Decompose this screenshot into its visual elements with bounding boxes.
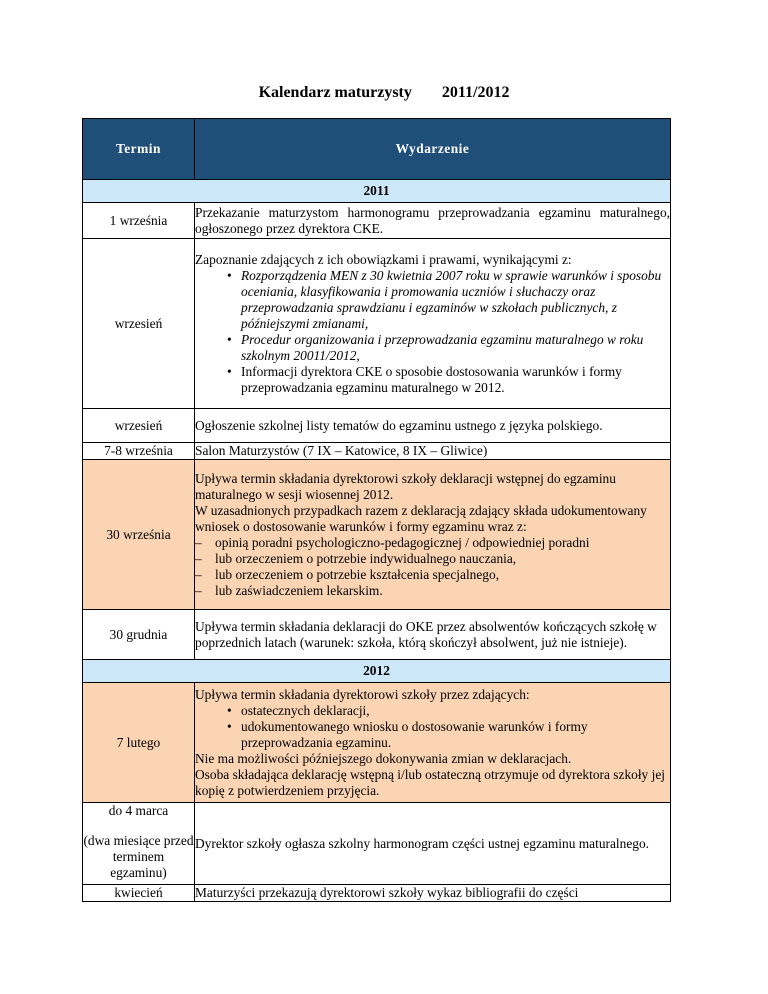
- table-row: [83, 683, 671, 803]
- bullet-list: [195, 703, 670, 751]
- year-label: 2012: [83, 660, 671, 683]
- term-cell: 30 grudnia: [83, 610, 195, 660]
- event-cell: [195, 239, 671, 409]
- event-line: Nie ma możliwości późniejszego dokonywania zmian w deklaracjach.: [195, 750, 572, 766]
- event-line: Osoba składająca deklarację wstępną i/lub ostateczną otrzymuje od dyrektora szkoły jej kopię z potwierdzeniem przyjęcia.: [195, 766, 665, 798]
- term-date: do 4 marca: [108, 803, 169, 818]
- term-cell: [83, 803, 195, 885]
- header-wydarzenie: Wydarzenie: [195, 119, 671, 180]
- table-row: [83, 239, 671, 409]
- header-termin: Termin: [83, 119, 195, 180]
- table-header-row: [83, 119, 671, 180]
- event-line: W uzasadnionych przypadkach razem z deklaracją zdający składa udokumentowany wniosek o dostosowanie warunków i formy egzaminu wraz z:: [195, 502, 647, 534]
- title-text: Kalendarz maturzysty: [258, 84, 412, 101]
- event-cell: Ogłoszenie szkolnej listy tematów do egzaminu ustnego z języka polskiego.: [195, 409, 671, 443]
- term-cell: wrzesień: [83, 409, 195, 443]
- list-item: – lub zaświadczeniem lekarskim.: [215, 583, 670, 599]
- list-item: [241, 268, 670, 332]
- term-cell: 7-8 września: [83, 443, 195, 460]
- event-line: Upływa termin składania dyrektorowi szkoły deklaracji wstępnej do egzaminu maturalnego w sesji wiosennej 2012.: [195, 470, 616, 502]
- term-cell: 7 lutego: [83, 683, 195, 803]
- term-cell: wrzesień: [83, 239, 195, 409]
- term-cell: kwiecień: [83, 885, 195, 902]
- dash-list: [195, 535, 670, 599]
- term-cell: 30 września: [83, 460, 195, 610]
- event-cell: Salon Maturzystów (7 IX – Katowice, 8 IX – Gliwice): [195, 443, 671, 460]
- term-cell: 1 września: [83, 203, 195, 239]
- table-row: [83, 610, 671, 660]
- list-item: [241, 332, 670, 364]
- list-item: – opinią poradni psychologiczno-pedagogicznej / odpowiedniej poradni: [215, 535, 670, 551]
- table-row: [83, 409, 671, 443]
- term-note: (dwa miesiące przed terminem egzaminu): [83, 833, 194, 880]
- year-row-2012: [83, 660, 671, 683]
- event-cell: [195, 683, 671, 803]
- event-intro: Zapoznanie zdających z ich obowiązkami i prawami, wynikającymi z:: [195, 251, 572, 267]
- document-title: [0, 84, 768, 102]
- event-cell: Maturzyści przekazują dyrektorowi szkoły wykaz bibliografii do części: [195, 885, 671, 902]
- event-intro: Upływa termin składania dyrektorowi szkoły przez zdających:: [195, 686, 530, 702]
- list-item: – lub orzeczeniem o potrzebie kształcenia specjalnego,: [215, 567, 670, 583]
- event-cell: [195, 460, 671, 610]
- title-years: 2011/2012: [441, 84, 510, 101]
- event-cell: Upływa termin składania deklaracji do OKE przez absolwentów kończących szkołę w poprzednich latach (warunek: szkoła, którą skończył absolwent, już nie istnieje).: [195, 610, 671, 660]
- table-row: [83, 443, 671, 460]
- table-row: [83, 803, 671, 885]
- list-item: • udokumentowanego wniosku o dostosowanie warunków i formy przeprowadzania egzaminu.: [241, 719, 670, 751]
- calendar-table: [82, 118, 671, 902]
- list-item-text: Rozporządzenia MEN z 30 kwietnia 2007 roku w sprawie warunków i sposobu oceniania, klasyfikowania i promowania uczniów i słuchaczy oraz przeprowadzania sprawdzianu i egzaminów w szkołach publicznych, z późniejszymi zmianami,: [241, 267, 662, 331]
- table-row: [83, 885, 671, 902]
- year-row-2011: [83, 180, 671, 203]
- list-item: • Informacji dyrektora CKE o sposobie dostosowania warunków i formy przeprowadzania egzaminu maturalnego w 2012.: [241, 364, 670, 396]
- event-cell: Przekazanie maturzystom harmonogramu przeprowadzania egzaminu maturalnego, ogłoszonego przez dyrektora CKE.: [195, 203, 671, 239]
- list-item-text: Procedur organizowania i przeprowadzania egzaminu maturalnego w roku szkolnym 20011/2012,: [241, 331, 644, 363]
- list-item: • ostatecznych deklaracji,: [241, 703, 670, 719]
- year-label: 2011: [83, 180, 671, 203]
- list-item: – lub orzeczeniem o potrzebie indywidualnego nauczania,: [215, 551, 670, 567]
- table-row: [83, 460, 671, 610]
- bullet-list: [195, 268, 670, 396]
- table-row: [83, 203, 671, 239]
- event-cell: Dyrektor szkoły ogłasza szkolny harmonogram części ustnej egzaminu maturalnego.: [195, 803, 671, 885]
